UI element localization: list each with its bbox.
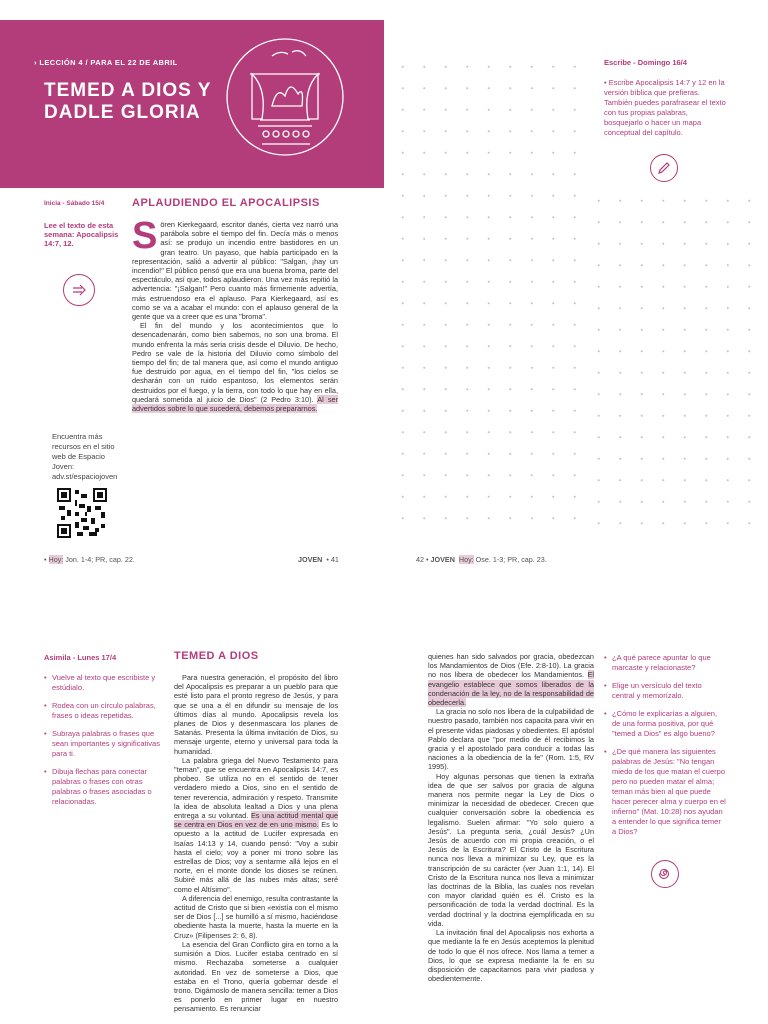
article-column-1: [174, 673, 338, 1024]
instruction-item: • Dibuja flechas para conectar palabras o frases con otras palabras o frases asociadas o relacionadas.: [44, 767, 166, 807]
instruction-item: • Vuelve al texto que escribiste y estúdialo.: [44, 673, 166, 693]
question-item: • ¿De qué manera las siguientes palabras de Jesús: "No tengan miedo de los que matan el cuerpo pero no pueden matar el alma; teman más bien al que puede hacer perecer alma y cuerpo en el infierno" (Mat. 10:28) nos ayudan a entender lo que significa temer a Dios?: [604, 747, 726, 837]
writing-dot-grid: [392, 56, 588, 536]
paragraph: quienes han sido salvados por gracia, obedezcan los Mandamientos de Dios (Efe. 2:8-10). La gracia no nos libera de obedecer los Mandamientos. El evangelio establece que somos liberados de la condenación de la ley, no de la responsabilidad de obedecerla.: [428, 652, 594, 708]
highlighted-text: El evangelio establece que somos liberados de la condenación de la ley, no de la responsabilidad de obedecerla.: [428, 670, 594, 708]
lesson-label: › LECCIÓN 4 / PARA EL 22 DE ABRIL: [34, 58, 178, 67]
paragraph: Hoy algunas personas que tienen la extraña idea de que ser salvos por gracia de alguna manera nos permite negar la Ley de Dios o minimizar la necesidad de obedecer. Crecen que cualquier conversación sobre la obediencia es legalismo. Suelen afirmar: "Yo solo quiero a Jesús". La pregunta seria, ¿cuál Jesús? ¿Un Jesús de acuerdo con mi propia creación, o el Jesús de la Escritura? El Cristo de la Escritura nunca nos lleva a minimizar su Ley, que es la transcripción de su carácter (ver Juan 1:1, 14). El Cristo de la Escritura nunca nos lleva a minimizar las doctrinas de la Biblia, las cuales nos revelan con mayor claridad quién es él. Cristo es la personificación de toda la verdad doctrinal. Es la verdad doctrinal y la doctrina ejemplificada en su vida.: [428, 771, 594, 928]
question-item: • ¿Cómo le explicarías a alguien, de una forma positiva, por qué "temed a Dios" es algo bueno?: [604, 709, 726, 739]
writing-dot-grid-right: [588, 190, 760, 536]
curtain-left-icon: [252, 74, 263, 119]
theater-illustration: [222, 34, 348, 160]
paragraph: ören Kierkegaard, escritor danés, cierta vez narró una parábola sobre el tiempo del fin. Decía más o menos así: se produjo un incendio entre bastidores en un gran teatro. Un payaso, que había participado en la representación, salió a advertir al público: "Salgan, ¡hay un incendio!" El público pensó que era una buena broma, parte del espectáculo, así que, todos aplaudieron. Una vez más repitió la advertencia: "¡Salgan!" Pero cuanto más firmemente advertía, más estruendoso era el aplauso. Para Kierkegaard, así es como se va a acabar el mundo: con el aplauso general de la gente que va a creer que es una "broma".: [132, 220, 338, 322]
footer-right: 42 • JOVEN Hoy: Ose. 1-3; PR, cap. 23.: [416, 555, 547, 564]
day-label-domingo: Escribe - Domingo 16/4: [604, 58, 687, 67]
paragraph: A diferencia del enemigo, resulta contrastante la actitud de Cristo que si bien «existía con el mismo ser de Dios [...] se humilló a sí mismo, haciéndose obediente hasta la muerte, hasta la muerte en la Cruz» (Filipenses 2: 6, 8).: [174, 893, 338, 940]
spiral-icon: [651, 860, 679, 888]
article-body: [132, 215, 339, 414]
section-title-temed: TEMED A DIOS: [174, 650, 259, 662]
question-item: • ¿A qué parece apuntar lo que marcaste y relacionaste?: [604, 653, 726, 673]
footer-left-page-number: JOVEN • 41: [298, 555, 339, 564]
day-label-lunes: Asimila - Lunes 17/4: [44, 653, 117, 662]
highlighted-text: Es una actitud mental que se centra en Dios en vez de en uno mismo.: [174, 811, 338, 830]
qr-code[interactable]: [57, 488, 107, 538]
paragraph: Para nuestra generación, el propósito del libro del Apocalipsis es preparar a un pueblo para que esté listo para el pronto regreso de Jesús, y para que se una a él en difundir su mensaje de los últimos días al mundo. Apocalipsis revela los planes de Dios y desenmascara los planes de Satanás. Presenta la última invitación de Dios, su mensaje urgente, eterno y universal para toda la humanidad.: [174, 673, 338, 756]
paragraph: El fin del mundo y los acontecimientos que lo desencadenarán, como bien sabemos, no son una broma. El mundo enfrenta la más seria crisis desde el Diluvio. De hecho, Pedro se vale de la historia del Diluvio como símbolo del tiempo del fin; de tal manera que, así como el mundo antiguo fue destruido por agua, en el tiempo del fin, "los cielos se desharán con un ruido espantoso, los elementos serán destruidos por el fuego, y la tierra, con todo lo que hay en ella, quedará sometida al juicio de Dios" (2 Pedro 3:10). Al ser advertidos sobre lo que sucederá, debemos prepararnos.: [132, 321, 339, 414]
instruction-item: • Rodea con un círculo palabras, frases o ideas repetidas.: [44, 701, 166, 721]
pencil-icon: [650, 154, 678, 182]
footer-left: • Hoy: Jon. 1-4; PR, cap. 22.: [44, 555, 135, 564]
hoy-label: Hoy:: [48, 555, 64, 564]
flame-icon: [272, 87, 303, 106]
hoy-label: Hoy:: [458, 555, 474, 564]
write-instruction: • Escribe Apocalipsis 14:7 y 12 en la versión bíblica que prefieras. También puedes parafrasear el texto con tus propias palabras, bosquejarlo o hacer un mapa conceptual del capítulo.: [604, 78, 726, 137]
section-title-aplaudiendo: APLAUDIENDO EL APOCALIPSIS: [132, 197, 320, 209]
article-column-2: [428, 652, 594, 1024]
paragraph: La palabra griega del Nuevo Testamento para "teman", que se encuentra en Apocalipsis 14:7, es phobeo. Se utiliza no en el sentido de tener verdadero miedo a Dios, sino en el sentido de tener reverencia, admiración y respeto. Transmite la idea de absoluta lealtad a Dios y una plena entrega a su voluntad. Es una actitud mental que se centra en Dios en vez de en uno mismo. Es lo opuesto a la actitud de Lucifer expresada en Isaías 14:13 y 14, cuando pensó: "Voy a subir hasta el cielo; voy a poner mi trono sobre las estrellas de Dios; voy a sentarme allá lejos en el norte, en el monte donde los dioses se reúnen. Subiré más allá de las nubes más altas; seré como el Altísimo".: [174, 755, 338, 894]
assimilate-instructions: [44, 673, 166, 815]
resources-text: Encuentra más recursos en el sitio web de Espacio Joven: adv.st/espaciojoven: [52, 432, 118, 481]
question-item: • Elige un versículo del texto central y memorízalo.: [604, 681, 726, 701]
paragraph: La invitación final del Apocalipsis nos exhorta a que mediante la fe en Jesús aceptemos la plenitud de todo lo que él nos ofrece. Nos llama a temer a Dios, lo que se expresa mediante la fe en su disposición de capacitarnos para vivir piadosa y obedientemente.: [428, 928, 594, 984]
instruction-item: • Subraya palabras o frases que sean importantes y significativas para ti.: [44, 729, 166, 759]
lesson-title: TEMED A DIOS Y DADLE GLORIA: [44, 80, 212, 123]
curtain-right-icon: [307, 74, 318, 119]
drop-cap: S: [132, 215, 158, 257]
paragraph: La gracia no solo nos libera de la culpabilidad de nuestro pasado, también nos capacita para vivir en el presente vidas piadosas y obedientes. El apóstol Pablo declara que "por medio de él recibimos la gracia y el apostolado para conducir a todas las naciones a la obediencia de la fe" (Rom. 1:5, RV 1995).: [428, 707, 594, 772]
reflection-questions: [604, 653, 726, 845]
day-label-sabado: Inicia - Sábado 15/4: [44, 200, 105, 207]
paragraph: La esencia del Gran Conflicto gira en torno a la sumisión a Dios. Lucifer estaba centrado en sí mismo. Rechazaba someterse a cualquier autoridad. En vez de someterse a Dios, que estaba en el Trono, quería gobernar desde el trono. Digámoslo de manera sencilla: temer a Dios es ponerlo en primer lugar en nuestro pensamiento. Es renunciar: [174, 939, 338, 1014]
reading-instruction: Lee el texto de esta semana: Apocalipsis 14:7, 12.: [44, 221, 119, 248]
highlighted-text: Al ser advertidos sobre lo que sucederá, debemos prepararnos.: [132, 394, 339, 414]
arrow-icon: [63, 274, 95, 306]
